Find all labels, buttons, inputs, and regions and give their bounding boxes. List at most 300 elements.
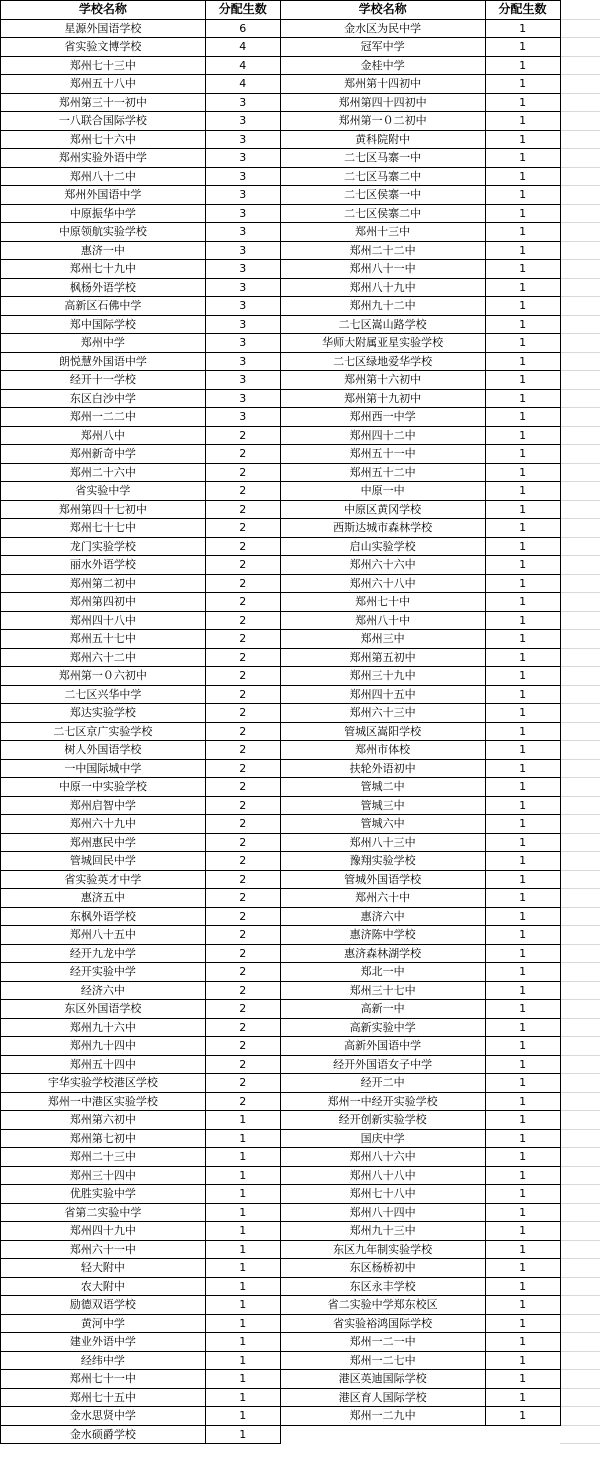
quota-right-cell: 1 (485, 93, 560, 112)
table-row (1, 574, 600, 593)
school-name-right-cell: 管城二中 (280, 778, 485, 797)
spare-column-cell (560, 1296, 600, 1315)
school-name-right-cell: 管城区嵩阳学校 (280, 722, 485, 741)
school-name-left-cell: 郑州七十五中 (1, 1388, 206, 1407)
table-row (1, 371, 600, 390)
quota-right-cell: 1 (485, 1277, 560, 1296)
table-row (1, 241, 600, 260)
header-quota-right: 分配生数 (485, 1, 560, 20)
table-row (1, 1129, 600, 1148)
spare-column-cell (560, 223, 600, 242)
school-name-right-cell: 高新一中 (280, 1000, 485, 1019)
school-name-right-cell: 郑州六十中 (280, 889, 485, 908)
school-name-left-cell: 郑州一中港区实验学校 (1, 1092, 206, 1111)
school-name-right-cell: 郑州九十三中 (280, 1222, 485, 1241)
quota-right-cell: 1 (485, 352, 560, 371)
quota-left-cell: 2 (205, 796, 280, 815)
quota-right-cell: 1 (485, 1000, 560, 1019)
table-row (1, 852, 600, 871)
school-name-right-cell: 郑州五十一中 (280, 445, 485, 464)
spare-column-cell (560, 519, 600, 538)
spare-column-cell (560, 926, 600, 945)
quota-left-cell: 1 (205, 1425, 280, 1444)
spare-column-cell (560, 907, 600, 926)
school-name-left-cell: 郑州七十一中 (1, 1370, 206, 1389)
quota-right-cell: 1 (485, 204, 560, 223)
table-row (1, 630, 600, 649)
spare-column-cell (560, 759, 600, 778)
table-row (1, 19, 600, 38)
table-row (1, 1277, 600, 1296)
school-name-right-cell: 郑州第十六初中 (280, 371, 485, 390)
quota-right-cell: 1 (485, 19, 560, 38)
school-name-left-cell: 省实验文博学校 (1, 38, 206, 57)
quota-left-cell: 1 (205, 1296, 280, 1315)
spare-column-cell (560, 278, 600, 297)
school-name-right-cell: 经开二中 (280, 1074, 485, 1093)
school-name-left-cell: 郑州二十三中 (1, 1148, 206, 1167)
school-name-right-cell: 豫翔实验学校 (280, 852, 485, 871)
quota-left-cell: 3 (205, 93, 280, 112)
table-row (1, 463, 600, 482)
table-row (1, 186, 600, 205)
school-name-right-cell: 郑州第十九初中 (280, 389, 485, 408)
school-name-right-cell: 高新实验中学 (280, 1018, 485, 1037)
quota-right-cell: 1 (485, 371, 560, 390)
quota-right-cell: 1 (485, 1351, 560, 1370)
table-row (1, 389, 600, 408)
school-name-left-cell: 郑州六十二中 (1, 648, 206, 667)
table-row (1, 1092, 600, 1111)
spare-column-cell (560, 1277, 600, 1296)
quota-left-cell: 3 (205, 112, 280, 131)
spare-column-cell (560, 1000, 600, 1019)
table-row (1, 1018, 600, 1037)
table-row (1, 1203, 600, 1222)
quota-right-cell: 1 (485, 1407, 560, 1426)
spare-column-cell (560, 1037, 600, 1056)
quota-left-cell: 3 (205, 352, 280, 371)
school-name-right-cell: 冠军中学 (280, 38, 485, 57)
quota-left-cell: 2 (205, 889, 280, 908)
spare-column-cell (560, 408, 600, 427)
spare-column-cell (560, 1018, 600, 1037)
spare-column-cell (560, 315, 600, 334)
spare-column-cell (560, 944, 600, 963)
spare-column-cell (560, 426, 600, 445)
quota-left-cell: 2 (205, 704, 280, 723)
quota-right-cell: 1 (485, 278, 560, 297)
school-name-left-cell: 郑州中学 (1, 334, 206, 353)
quota-right-cell: 1 (485, 1037, 560, 1056)
spare-column-cell (560, 667, 600, 686)
quota-right-cell: 1 (485, 167, 560, 186)
quota-left-cell: 2 (205, 741, 280, 760)
spare-column-cell (560, 1092, 600, 1111)
spare-column-cell (560, 1148, 600, 1167)
school-name-left-cell: 郑州七十九中 (1, 260, 206, 279)
spare-column-cell (560, 371, 600, 390)
school-name-right-cell: 郑州一二七中 (280, 1351, 485, 1370)
quota-left-cell: 3 (205, 315, 280, 334)
spare-column-cell (560, 334, 600, 353)
school-name-left-cell: 高新区石佛中学 (1, 297, 206, 316)
table-row (1, 445, 600, 464)
quota-right-cell: 1 (485, 537, 560, 556)
quota-right-cell: 1 (485, 870, 560, 889)
school-name-left-cell: 郑州第四初中 (1, 593, 206, 612)
table-row (1, 149, 600, 168)
quota-left-cell: 1 (205, 1240, 280, 1259)
school-name-left-cell: 郑州启智中学 (1, 796, 206, 815)
school-name-left-cell: 东区外国语学校 (1, 1000, 206, 1019)
quota-right-cell: 1 (485, 1203, 560, 1222)
spare-column-cell (560, 75, 600, 94)
quota-left-cell: 2 (205, 1055, 280, 1074)
quota-left-cell: 3 (205, 408, 280, 427)
table-row (1, 167, 600, 186)
school-name-left-cell: 东区白沙中学 (1, 389, 206, 408)
quota-left-cell: 2 (205, 667, 280, 686)
spare-column-cell (560, 389, 600, 408)
school-name-left-cell: 农大附中 (1, 1277, 206, 1296)
table-row (1, 93, 600, 112)
spare-column-cell (560, 149, 600, 168)
quota-right-cell: 1 (485, 130, 560, 149)
quota-right-cell: 1 (485, 1333, 560, 1352)
table-row (1, 537, 600, 556)
school-name-right-cell: 黄科院附中 (280, 130, 485, 149)
school-name-left-cell: 省实验英才中学 (1, 870, 206, 889)
quota-left-cell: 2 (205, 870, 280, 889)
school-name-left-cell: 经济六中 (1, 981, 206, 1000)
quota-left-cell: 2 (205, 833, 280, 852)
spare-column-cell (560, 778, 600, 797)
school-name-left-cell: 郑州第一０六初中 (1, 667, 206, 686)
school-name-right-cell: 省实验裕鸿国际学校 (280, 1314, 485, 1333)
school-name-left-cell: 郑州第三十一初中 (1, 93, 206, 112)
school-name-left-cell: 树人外国语学校 (1, 741, 206, 760)
quota-right-cell: 1 (485, 500, 560, 519)
quota-left-cell: 3 (205, 334, 280, 353)
table-row (1, 1314, 600, 1333)
school-name-right-cell (280, 1425, 485, 1444)
quota-right-cell: 1 (485, 1185, 560, 1204)
quota-left-cell: 2 (205, 722, 280, 741)
quota-left-cell: 2 (205, 963, 280, 982)
school-name-left-cell: 朗悦慧外国语中学 (1, 352, 206, 371)
school-name-left-cell: 郑州第四十七初中 (1, 500, 206, 519)
school-name-left-cell: 郑州五十四中 (1, 1055, 206, 1074)
school-name-right-cell: 经开创新实验学校 (280, 1111, 485, 1130)
school-name-left-cell: 东枫外语学校 (1, 907, 206, 926)
table-row (1, 112, 600, 131)
quota-left-cell: 3 (205, 371, 280, 390)
spare-column-cell (560, 1240, 600, 1259)
quota-left-cell: 2 (205, 463, 280, 482)
school-name-left-cell: 二七区兴华中学 (1, 685, 206, 704)
table-row (1, 56, 600, 75)
spare-column-cell (560, 56, 600, 75)
quota-left-cell: 3 (205, 223, 280, 242)
table-row (1, 926, 600, 945)
school-name-right-cell: 港区育人国际学校 (280, 1388, 485, 1407)
spare-column-cell (560, 796, 600, 815)
school-name-left-cell: 郑州一二二中 (1, 408, 206, 427)
school-name-left-cell: 宇华实验学校港区学校 (1, 1074, 206, 1093)
school-name-right-cell: 金水区为民中学 (280, 19, 485, 38)
table-row (1, 870, 600, 889)
spare-column-cell (560, 963, 600, 982)
school-name-left-cell: 励德双语学校 (1, 1296, 206, 1315)
school-name-left-cell: 管城回民中学 (1, 852, 206, 871)
table-row (1, 1333, 600, 1352)
quota-right-cell: 1 (485, 1314, 560, 1333)
spare-column-cell (560, 297, 600, 316)
school-name-right-cell: 郑北一中 (280, 963, 485, 982)
quota-left-cell: 2 (205, 426, 280, 445)
spare-column-cell (560, 741, 600, 760)
spare-column-cell (560, 1185, 600, 1204)
table-row (1, 722, 600, 741)
table-row (1, 981, 600, 1000)
quota-left-cell: 6 (205, 19, 280, 38)
table-row (1, 1296, 600, 1315)
spare-column-cell (560, 1351, 600, 1370)
quota-left-cell: 3 (205, 130, 280, 149)
quota-right-cell: 1 (485, 334, 560, 353)
spare-column-cell (560, 1074, 600, 1093)
spare-column-cell (560, 1, 600, 20)
quota-left-cell: 2 (205, 611, 280, 630)
quota-left-cell: 2 (205, 519, 280, 538)
header-row (1, 1, 600, 20)
school-name-right-cell: 郑州三十九中 (280, 667, 485, 686)
school-name-right-cell: 郑州四十五中 (280, 685, 485, 704)
quota-right-cell: 1 (485, 1148, 560, 1167)
table-row (1, 1000, 600, 1019)
quota-left-cell: 2 (205, 574, 280, 593)
quota-right-cell: 1 (485, 223, 560, 242)
school-name-left-cell: 黄河中学 (1, 1314, 206, 1333)
quota-left-cell: 1 (205, 1259, 280, 1278)
spare-column-cell (560, 556, 600, 575)
table-row (1, 1425, 600, 1444)
quota-right-cell: 1 (485, 833, 560, 852)
table-row (1, 1111, 600, 1130)
school-name-left-cell: 省实验中学 (1, 482, 206, 501)
school-name-left-cell: 郑州七十六中 (1, 130, 206, 149)
table-row (1, 1407, 600, 1426)
school-name-left-cell: 郑州六十一中 (1, 1240, 206, 1259)
school-name-right-cell: 郑州八十六中 (280, 1148, 485, 1167)
quota-right-cell: 1 (485, 630, 560, 649)
school-name-right-cell: 启山实验学校 (280, 537, 485, 556)
quota-left-cell: 4 (205, 75, 280, 94)
quota-left-cell: 2 (205, 1000, 280, 1019)
table-row (1, 704, 600, 723)
school-name-right-cell: 扶轮外语初中 (280, 759, 485, 778)
quota-left-cell: 1 (205, 1333, 280, 1352)
school-name-right-cell: 管城六中 (280, 815, 485, 834)
quota-right-cell: 1 (485, 1166, 560, 1185)
school-name-right-cell: 西斯达城市森林学校 (280, 519, 485, 538)
quota-left-cell: 3 (205, 278, 280, 297)
quota-right-cell: 1 (485, 1092, 560, 1111)
quota-right-cell: 1 (485, 944, 560, 963)
quota-right-cell: 1 (485, 648, 560, 667)
school-name-right-cell: 郑州九十二中 (280, 297, 485, 316)
quota-left-cell: 2 (205, 944, 280, 963)
school-name-left-cell: 郑州外国语中学 (1, 186, 206, 205)
table-row (1, 944, 600, 963)
quota-right-cell: 1 (485, 1129, 560, 1148)
table-body (1, 19, 600, 1444)
quota-left-cell: 2 (205, 1074, 280, 1093)
quota-left-cell: 3 (205, 297, 280, 316)
spare-column-cell (560, 704, 600, 723)
spare-column-cell (560, 630, 600, 649)
quota-left-cell: 1 (205, 1351, 280, 1370)
school-name-left-cell: 郑州五十八中 (1, 75, 206, 94)
quota-right-cell: 1 (485, 926, 560, 945)
quota-right-cell: 1 (485, 1388, 560, 1407)
spare-column-cell (560, 833, 600, 852)
spare-column-cell (560, 93, 600, 112)
school-name-right-cell: 郑州七十八中 (280, 1185, 485, 1204)
school-name-right-cell: 郑州一二一中 (280, 1333, 485, 1352)
school-name-left-cell: 郑州四十八中 (1, 611, 206, 630)
table-row (1, 593, 600, 612)
quota-left-cell: 1 (205, 1185, 280, 1204)
quota-right-cell: 1 (485, 963, 560, 982)
quota-left-cell: 1 (205, 1370, 280, 1389)
table-row (1, 1259, 600, 1278)
quota-right-cell: 1 (485, 1074, 560, 1093)
quota-left-cell: 2 (205, 852, 280, 871)
spare-column-cell (560, 130, 600, 149)
school-name-right-cell: 郑州八十三中 (280, 833, 485, 852)
quota-left-cell: 2 (205, 685, 280, 704)
spare-column-cell (560, 1203, 600, 1222)
quota-right-cell: 1 (485, 593, 560, 612)
quota-left-cell: 1 (205, 1314, 280, 1333)
quota-right-cell: 1 (485, 1222, 560, 1241)
school-name-left-cell: 中原一中实验学校 (1, 778, 206, 797)
quota-right-cell: 1 (485, 186, 560, 205)
quota-right-cell: 1 (485, 907, 560, 926)
table-row (1, 315, 600, 334)
school-name-left-cell: 枫杨外语学校 (1, 278, 206, 297)
school-name-left-cell: 郑州七十七中 (1, 519, 206, 538)
school-name-left-cell: 惠济五中 (1, 889, 206, 908)
school-name-right-cell: 郑州第十四初中 (280, 75, 485, 94)
school-name-right-cell: 郑州六十八中 (280, 574, 485, 593)
quota-right-cell: 1 (485, 463, 560, 482)
school-name-left-cell: 郑州五十七中 (1, 630, 206, 649)
quota-left-cell: 2 (205, 630, 280, 649)
table-row (1, 334, 600, 353)
school-name-left-cell: 丽水外语学校 (1, 556, 206, 575)
school-name-right-cell: 郑州三中 (280, 630, 485, 649)
quota-left-cell: 1 (205, 1222, 280, 1241)
spare-column-cell (560, 852, 600, 871)
quota-right-cell: 1 (485, 426, 560, 445)
quota-left-cell: 2 (205, 926, 280, 945)
school-name-left-cell: 郑州八十二中 (1, 167, 206, 186)
quota-left-cell: 1 (205, 1148, 280, 1167)
school-name-left-cell: 建业外语中学 (1, 1333, 206, 1352)
school-name-right-cell: 经开外国语女子中学 (280, 1055, 485, 1074)
spare-column-cell (560, 1370, 600, 1389)
school-name-right-cell: 郑州八十一中 (280, 260, 485, 279)
spare-column-cell (560, 981, 600, 1000)
table-row (1, 759, 600, 778)
table-row (1, 778, 600, 797)
quota-left-cell: 3 (205, 167, 280, 186)
quota-right-cell: 1 (485, 852, 560, 871)
school-name-right-cell: 郑州七十中 (280, 593, 485, 612)
header-school-name-left: 学校名称 (1, 1, 206, 20)
quota-right-cell: 1 (485, 482, 560, 501)
quota-right-cell: 1 (485, 1055, 560, 1074)
school-name-left-cell: 郑州惠民中学 (1, 833, 206, 852)
school-name-left-cell: 郑州四十九中 (1, 1222, 206, 1241)
school-name-left-cell: 经开实验中学 (1, 963, 206, 982)
table-row (1, 1388, 600, 1407)
school-name-right-cell: 华师大附属亚星实验学校 (280, 334, 485, 353)
school-name-right-cell: 郑州第一０二初中 (280, 112, 485, 131)
school-name-right-cell: 国庆中学 (280, 1129, 485, 1148)
table-row (1, 685, 600, 704)
quota-left-cell: 2 (205, 593, 280, 612)
table-row (1, 204, 600, 223)
quota-right-cell: 1 (485, 445, 560, 464)
school-name-right-cell: 郑州十三中 (280, 223, 485, 242)
table-row (1, 519, 600, 538)
school-name-right-cell: 郑州五十二中 (280, 463, 485, 482)
school-name-left-cell: 中原领航实验学校 (1, 223, 206, 242)
table-row (1, 815, 600, 834)
spare-column-cell (560, 1166, 600, 1185)
quota-left-cell: 3 (205, 149, 280, 168)
school-name-right-cell: 郑州三十七中 (280, 981, 485, 1000)
school-name-right-cell: 惠济陈中学校 (280, 926, 485, 945)
quota-right-cell: 1 (485, 149, 560, 168)
school-name-right-cell: 郑州一中经开实验学校 (280, 1092, 485, 1111)
spare-column-cell (560, 463, 600, 482)
school-name-left-cell: 经开九龙中学 (1, 944, 206, 963)
school-name-right-cell: 惠济森林湖学校 (280, 944, 485, 963)
spare-column-cell (560, 1111, 600, 1130)
quota-left-cell: 2 (205, 981, 280, 1000)
spare-column-cell (560, 19, 600, 38)
quota-left-cell: 3 (205, 260, 280, 279)
quota-right-cell: 1 (485, 1296, 560, 1315)
quota-right-cell (485, 1425, 560, 1444)
spare-column-cell (560, 574, 600, 593)
header-quota-left: 分配生数 (205, 1, 280, 20)
quota-left-cell: 3 (205, 204, 280, 223)
school-name-right-cell: 郑州西一中学 (280, 408, 485, 427)
quota-right-cell: 1 (485, 241, 560, 260)
school-name-left-cell: 郑州二十六中 (1, 463, 206, 482)
school-name-right-cell: 东区永丰学校 (280, 1277, 485, 1296)
quota-right-cell: 1 (485, 981, 560, 1000)
quota-right-cell: 1 (485, 704, 560, 723)
spare-column-cell (560, 241, 600, 260)
quota-left-cell: 1 (205, 1388, 280, 1407)
